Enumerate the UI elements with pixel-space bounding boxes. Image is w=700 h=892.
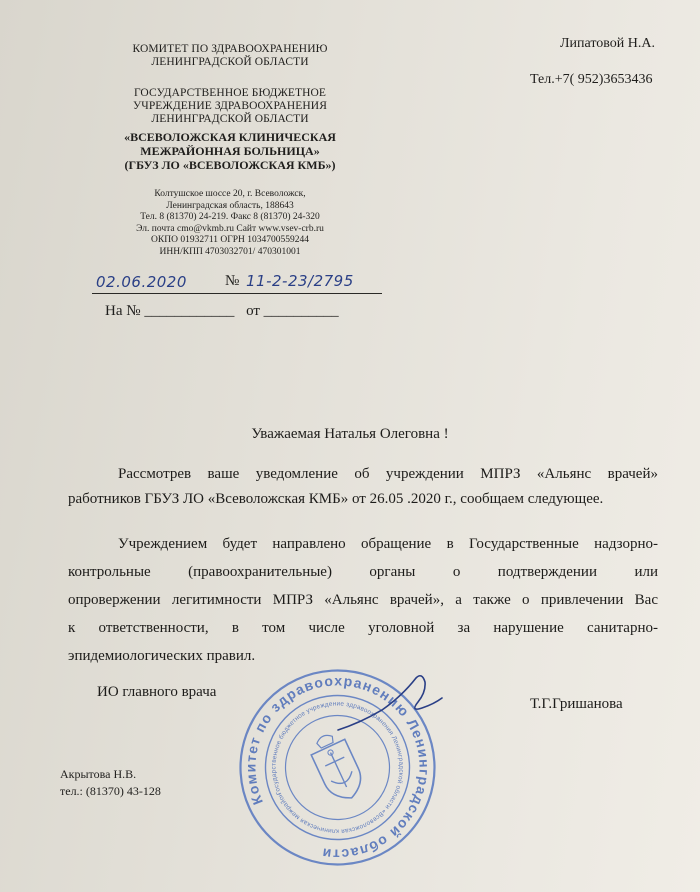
address-line-6: ИНН/КПП 4703032701/ 470301001 <box>159 246 301 257</box>
paragraph-1 <box>68 462 658 512</box>
hospital-line-1: «ВСЕВОЛОЖСКАЯ КЛИНИЧЕСКАЯ <box>124 130 336 144</box>
letterhead-institution <box>95 87 365 126</box>
reference-label: На № <box>105 303 141 319</box>
address-line-3: Тел. 8 (81370) 24-219. Факс 8 (81370) 24-320 <box>140 212 320 222</box>
paragraph-2 <box>68 530 658 670</box>
letterhead-hospital <box>95 130 365 172</box>
paragraph-1-line-1: Рассмотрев ваше уведомление об учреждении МПРЗ «Альянс врачей» <box>118 466 658 482</box>
address-line-2: Ленинградская область, 188643 <box>166 200 294 211</box>
signature-position: ИО главного врача <box>97 684 217 700</box>
outgoing-number: 11-2-23/2795 <box>246 272 354 290</box>
paragraph-2-line-4: к ответственности, в том числе уголовной за нарушение санитарно- <box>68 620 658 636</box>
stamp-outer-text: Комитет по здравоохранению Ленинградской области <box>242 672 433 863</box>
hospital-short-name: (ГБУЗ ЛО «ВСЕВОЛОЖСКАЯ КМБ») <box>124 158 336 172</box>
paragraph-1-line-2: работников ГБУЗ ЛО «Всеволожская КМБ» от 26.05 .2020 г., сообщаем следующее. <box>68 491 604 507</box>
address-line-1: Колтушское шоссе 20, г. Всеволожск, <box>154 189 306 199</box>
recipient-phone: Тел.+7( 952)3653436 <box>530 72 653 87</box>
reference-blank-date: __________ <box>263 303 339 319</box>
institution-line-2: УЧРЕЖДЕНИЕ ЗДРАВООХРАНЕНИЯ <box>133 100 327 112</box>
reference-line <box>105 303 339 320</box>
paragraph-2-line-1: Учреждением будет направлено обращение в Государственные надзорно- <box>118 536 658 552</box>
committee-line-1: КОМИТЕТ ПО ЗДРАВООХРАНЕНИЮ <box>132 43 328 55</box>
hospital-line-2: МЕЖРАЙОННАЯ БОЛЬНИЦА» <box>140 144 320 158</box>
salutation: Уважаемая Наталья Олеговна ! <box>251 426 449 442</box>
committee-line-2: ЛЕНИНГРАДСКОЙ ОБЛАСТИ <box>151 56 309 68</box>
paragraph-2-line-3: опровержении легитимности МПРЗ «Альянс врачей», а также о привлечении Вас <box>68 592 658 608</box>
reference-from-label: от <box>246 303 260 319</box>
outgoing-date: 02.06.2020 <box>96 273 187 291</box>
executor-name: Акрытова Н.В. <box>60 767 137 781</box>
address-line-5: ОКПО 01932711 ОГРН 1034700559244 <box>151 235 309 245</box>
outgoing-number-label: № <box>225 273 240 289</box>
institution-line-3: ЛЕНИНГРАДСКОЙ ОБЛАСТИ <box>151 113 309 125</box>
letterhead-address <box>95 189 365 258</box>
address-line-4: Эл. почта cmo@vkmb.ru Сайт www.vsev-crb.ru <box>136 223 324 234</box>
paragraph-2-line-5: эпидемиологических правил. <box>68 648 256 664</box>
letterhead-committee <box>95 43 365 69</box>
paragraph-2-line-2: контрольные (правоохранительные) органы о подтверждении или <box>68 564 658 580</box>
recipient-name: Липатовой Н.А. <box>560 36 655 51</box>
institution-line-1: ГОСУДАРСТВЕННОЕ БЮДЖЕТНОЕ <box>133 87 327 99</box>
stamp-inner-text: Государственное бюджетное учреждение здравоохранения Ленинградской области «Всеволожская клиническая межрайонная <box>270 700 405 835</box>
executor-phone: тел.: (81370) 43-128 <box>60 784 161 798</box>
coat-of-arms-emblem <box>306 728 368 805</box>
handwritten-signature <box>330 668 450 738</box>
outgoing-underline <box>92 293 382 294</box>
reference-blank-number: ____________ <box>144 303 235 319</box>
signature-name: Т.Г.Гришанова <box>530 696 623 712</box>
